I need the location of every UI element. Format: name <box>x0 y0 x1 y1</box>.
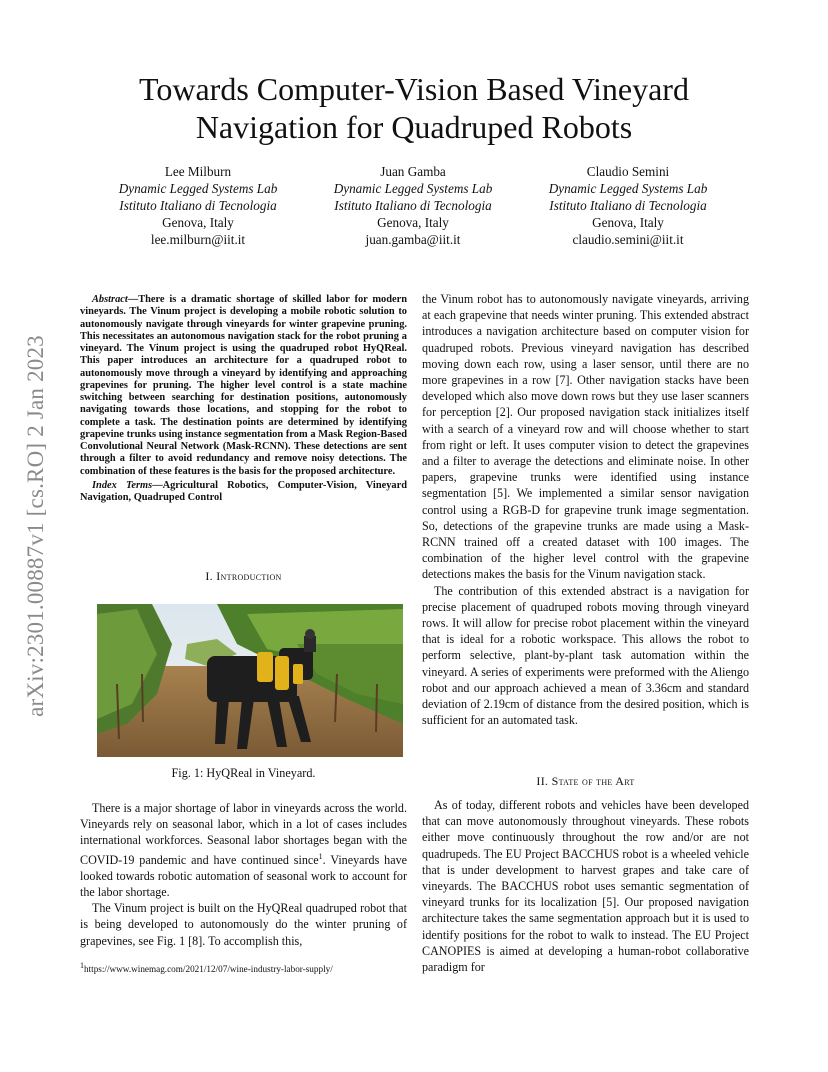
abstract <box>80 294 407 504</box>
author-email: juan.gamba@iit.it <box>365 232 461 247</box>
footnote-number: 1 <box>80 961 84 970</box>
author-name: Claudio Semini <box>586 164 670 179</box>
author-lab: Dynamic Legged Systems Lab <box>333 181 493 196</box>
state-of-art-text <box>422 797 749 975</box>
state-of-art-paragraph-1: As of today, different robots and vehicles have been developed that can move autonomously throughout vineyards. These robots either move continuously throughout the row and/or are not quadrupeds. The EU Project BACCHUS robot is a wheeled vehicle that is under development to harvest grapes and take care of vineyards. The BACCHUS robot uses semantic segmentation of vineyard trunks for its localization [5]. Our proposed navigation architecture takes the same segmentation approach but it is used to identify positions for the robot to walk to instead. The EU Project CANOPIES is aimed at developing a human-robot collaborative paradigm for <box>422 798 749 975</box>
intro-paragraph-3: the Vinum robot has to autonomously navigate vineyards, arriving at each grapevine that needs winter pruning. This extended abstract introduces a navigation architecture based on computer vision for quadruped robots. Previous vineyard navigation has described moving down each row, using a laser sensor, until there are no more grapevines in a row [7]. Other navigation stacks have been developed which also move down rows but they use laser scanners for perception [2]. Our proposed navigation stack initializes itself with a search of a vineyard row and will choose whether to start from right or left. It uses computer vision to detect the grapevines and a filter to average the detections and eliminate noise. In other papers, grapevine trunks were identified using instance segmentation [5]. We implemented a similar sensor navigation control using a RGB-D for grapevine trunk image segmentation. So, detections of the grapevine trunks are made using a Mask-RCNN trained off a created dataset with 100 images. The combination of the higher level control with the grapevine detections makes the basis for the Vinum navigation stack. <box>422 292 749 582</box>
author-email: claudio.semini@iit.it <box>572 232 684 247</box>
author-block-2 <box>303 163 523 248</box>
intro-paragraph-4: The contribution of this extended abstract is a navigation for precise placement of quadruped robots moving through vineyard rows. It will allow for precise robot placement within the vineyard that is ideal for a robotic workspace. This allows the robot to perform selective, plant-by-plant task automation within the vineyard. A series of experiments were preformed with the Aliengo robot and our approach achieved a mean of 3.36cm and standard deviation of 2.19cm of distance from the desired position, which is sufficient for an automated task. <box>422 583 749 728</box>
arxiv-identifier <box>23 296 49 756</box>
figure-hyqreal-photo <box>97 604 403 757</box>
intro-text: There is a major shortage of labor in vineyards across the world. Vineyards rely on seasonal labor, which in a lot of cases includes international workforces. Seasonal labor shortages began with the COVID-19 pandemic and have continued since <box>80 801 407 867</box>
intro-paragraph-2: The Vinum project is built on the HyQReal quadruped robot that is being developed to autonomously do the winter pruning of grapevines, see Fig. 1 [8]. To accomplish this, <box>80 901 407 948</box>
figure-caption: Fig. 1: HyQReal in Vineyard. <box>171 766 316 780</box>
abstract-text: —There is a dramatic shortage of skilled labor for modern vineyards. The Vinum project is developing a mobile robotic solution to autonomously navigate through vineyards for winter grapevine pruning. This necessitates an autonomous navigation stack for the robot pruning a vineyard. The Vinum project is using the quadruped robot HyQReal. This paper introduces an architecture for a quadruped robot to autonomously move through a vineyard by identifying and approaching grapevines for pruning. The higher level control is a state machine switching between searching for destination positions, autonomously navigating towards those locations, and stopping for the robot to complete a task. The destination points are determined by identifying grapevine trunks using instance segmentation from a Mask Region-Based Convolutional Neural Network (Mask-RCNN). These detections are sent through a filter to avoid redundancy and remove noisy detections. The combination of these features is the basis for the proposed architecture. <box>80 294 407 477</box>
author-lab: Dynamic Legged Systems Lab <box>118 181 278 196</box>
title-line-1: Towards Computer-Vision Based Vineyard <box>139 71 689 107</box>
intro-text: . Vineyards have looked towards robotic automation of seasonal work to account for the labor shortage. <box>80 852 407 900</box>
intro-paragraph-1 <box>80 800 407 900</box>
author-name: Lee Milburn <box>164 164 232 179</box>
author-email: lee.milburn@iit.it <box>150 232 246 247</box>
author-location: Genova, Italy <box>162 215 234 230</box>
author-location: Genova, Italy <box>377 215 449 230</box>
abstract-label: Abstract <box>92 294 128 305</box>
intro-text-left <box>80 800 407 949</box>
section-title: State of the Art <box>551 774 635 788</box>
section-title: Introduction <box>216 569 282 583</box>
paper-title <box>60 70 768 146</box>
section-number: II. <box>536 774 549 788</box>
author-block-3 <box>518 163 738 248</box>
author-location: Genova, Italy <box>592 215 664 230</box>
section-heading-state-of-art <box>422 774 749 789</box>
section-heading-introduction <box>80 569 407 584</box>
author-block-1 <box>88 163 308 248</box>
section-number: I. <box>205 569 213 583</box>
arxiv-identifier-text: arXiv:2301.00887v1 [cs.RO] 2 Jan 2023 <box>23 335 48 717</box>
author-institution: Istituto Italiano di Tecnologia <box>334 198 492 213</box>
intro-text-right <box>422 291 749 728</box>
footnote <box>80 961 333 974</box>
author-institution: Istituto Italiano di Tecnologia <box>119 198 277 213</box>
index-terms-text: —Agricultural Robotics, Computer-Vision, Vineyard Navigation, Quadruped Control <box>80 479 407 503</box>
author-lab: Dynamic Legged Systems Lab <box>548 181 708 196</box>
footnote-url: https://www.winemag.com/2021/12/07/wine-industry-labor-supply/ <box>84 964 333 975</box>
footnote-marker: 1 <box>318 851 323 861</box>
title-line-2: Navigation for Quadruped Robots <box>195 109 633 145</box>
author-name: Juan Gamba <box>380 164 446 179</box>
index-terms-label: Index Terms <box>92 479 153 491</box>
author-institution: Istituto Italiano di Tecnologia <box>549 198 707 213</box>
